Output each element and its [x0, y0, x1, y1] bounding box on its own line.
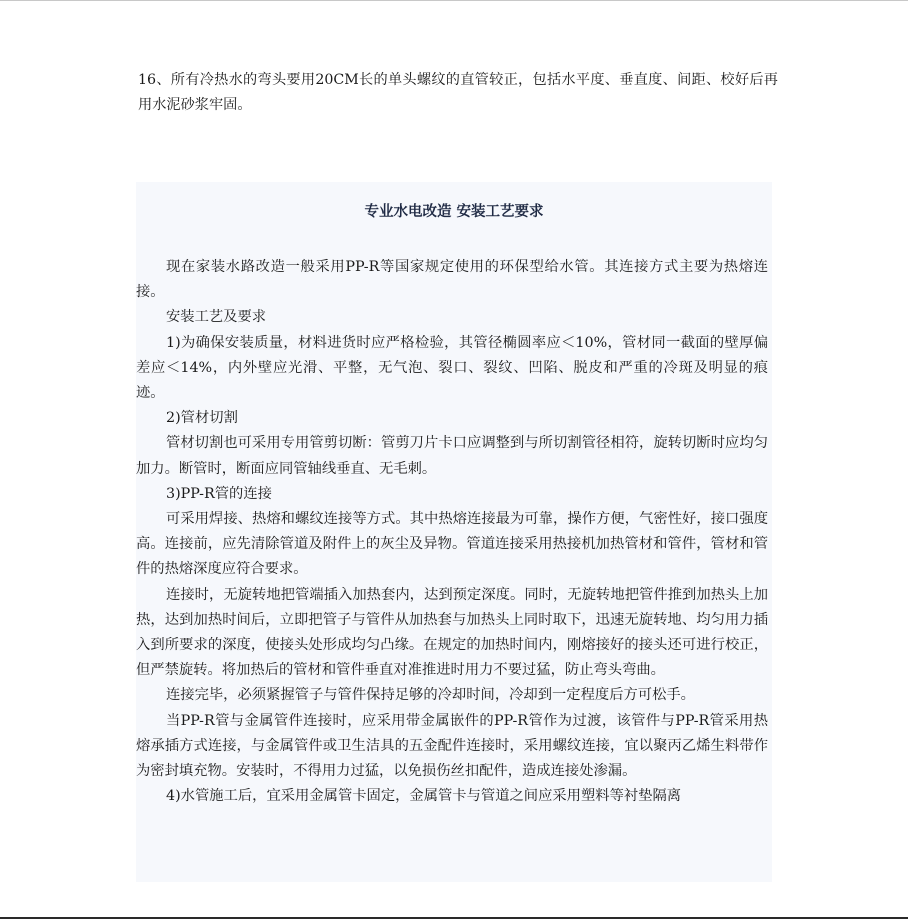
section-heading-process: 安装工艺及要求 [166, 309, 267, 326]
section-heading-cutting: 2)管材切割 [166, 410, 238, 427]
paragraph-quality: 1)为确保安装质量，材料进货时应严格检验，其管径椭圆率应＜10%，管材同一截面的壁厚偏差应＜14%，内外壁应光滑、平整，无气泡、裂口、裂纹、凹陷、脱皮和严重的冷斑及明显的痕迹。 [136, 334, 768, 402]
content-panel [136, 182, 772, 882]
panel-title: 专业水电改造 安装工艺要求 [364, 203, 544, 220]
top-divider [0, 0, 908, 1]
paragraph-cutting: 管材切割也可采用专用管剪切断：管剪刀片卡口应调整到与所切割管径相符，旋转切断时应均匀加力。断管时，断面应同管轴线垂直、无毛刺。 [136, 435, 768, 477]
paragraph-pipe-fixing: 4)水管施工后，宜采用金属管卡固定，金属管卡与管道之间应采用塑料等衬垫隔离 [166, 788, 682, 805]
paragraph-metal-fittings: 当PP-R管与金属管件连接时，应采用带金属嵌件的PP-R管作为过渡，该管件与PP-R管采用热熔承插方式连接，与金属管件或卫生洁具的五金配件连接时，采用螺纹连接，宜以聚丙乙烯生料带作为密封填充物。安装时，不得用力过猛，以免损伤丝扣配件，造成连接处渗漏。 [136, 712, 768, 780]
intro-paragraph: 16、所有冷热水的弯头要用20CM长的单头螺纹的直管较正，包括水平度、垂直度、间距、校好后再用水泥砂浆牢固。 [138, 72, 778, 113]
paragraph-connection-methods: 可采用焊接、热熔和螺纹连接等方式。其中热熔连接最为可靠，操作方便，气密性好，接口强度高。连接前，应先清除管道及附件上的灰尘及异物。管道连接采用热接机加热管材和管件，管材和管件的热熔深度应符合要求。 [136, 511, 768, 578]
paragraph-cooling: 连接完毕，必须紧握管子与管件保持足够的冷却时间，冷却到一定程度后方可松手。 [166, 687, 695, 704]
panel-body [136, 255, 768, 809]
paragraph-connection-steps: 连接时，无旋转地把管端插入加热套内，达到预定深度。同时，无旋转地把管件推到加热头上加热，达到加热时间后，立即把管子与管件从加热套与加热头上同时取下，迅速无旋转地、均匀用力插入到所要求的深度，使接头处形成均匀凸缘。在规定的加热时间内，刚熔接好的接头还可进行校正，但严禁旋转。将加热后的管材和管件垂直对准推进时用力不要过猛，防止弯头弯曲。 [136, 586, 768, 679]
paragraph-intro: 现在家装水路改造一般采用PP-R等国家规定使用的环保型给水管。其连接方式主要为热熔连接。 [136, 259, 768, 301]
section-heading-connection: 3)PP-R管的连接 [166, 485, 272, 502]
